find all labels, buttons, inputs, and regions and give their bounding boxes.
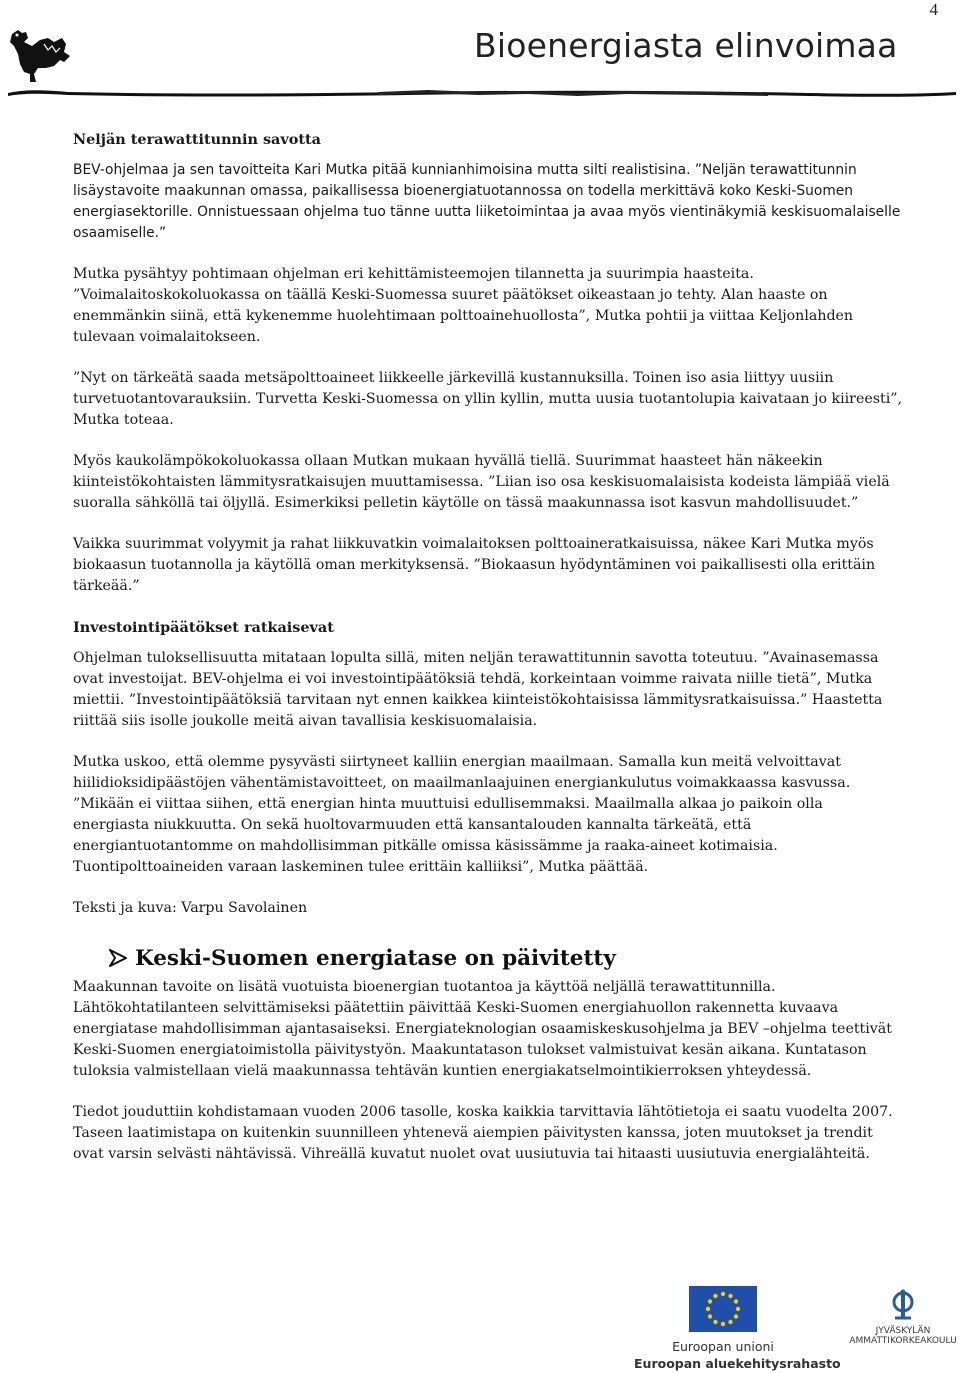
section-heading (73, 947, 903, 969)
article1-paragraph-2: Mutka pysähtyy pohtimaan ohjelman eri kehittämisteemojen tilannetta ja suurimpia haasteita. ”Voimalaitoskokoluokassa on täällä Keski-Suomessa suuret päätökset oikeastaan jo tehty. Alan haaste on enemmänkin siinä, että kykenemme huolehtimaan polttoainehuollosta”, Mutka pohtii ja viittaa Keljonlahden tulevaan voimalaitokseen. (73, 266, 854, 345)
article-content (73, 129, 903, 1185)
capercaillie-bird-icon (4, 24, 74, 86)
article2-paragraph-2: Mutka uskoo, että olemme pysyvästi siirtyneet kalliin energian maailmaan. Samalla kun meitä velvoittavat hiilidioksidipäästöjen vähentämistavoitteet, on maailmanlaajuinen energiankulutus voimakkaassa kasvussa. ”Mikään ei viittaa siihen, että energian hinta muuttuisi edullisemmaksi. Maailmalla alkaa jo paikoin olla energiasta niukkuutta. On sekä huoltovarmuuden että kansantalouden kannalta tärkeätä, että energiantuotantomme on mahdollisimman pitkälle omissa käsissämme ja raaka-aineet kotimaisia. Tuontipolttoaineiden varaan laskeminen tulee erittäin kalliiksi”, Mutka päättää. (73, 754, 851, 875)
page-number: 4 (929, 0, 938, 19)
article1-paragraph-5: Vaikka suurimmat volyymit ja rahat liikkuvatkin voimalaitoksen polttoaineratkaisuissa, näkee Kari Mutka myös biokaasun tuotannolla ja käytöllä oman merkityksensä. ”Biokaasun hyödyntäminen voi paikallisesti olla erittäin tärkeää.” (73, 536, 876, 594)
article1-paragraph-1: BEV-ohjelmaa ja sen tavoitteita Kari Mutka pitää kunnianhimoisina mutta silti realistisina. ”Neljän terawattitunnin lisäystavoite maakunnan omassa, paikallisessa bioenergiatuotannossa on todella merkittävä koko Keski-Suomen energiasektorille. Onnistuessaan ohjelma tuo tänne uutta liiketoimintaa ja avaa myös vientinäkymiä keskisuomalaiselle osaamiselle.” (73, 162, 901, 241)
article1-paragraph-4: Myös kaukolämpökokoluokassa ollaan Mutkan mukaan hyvällä tiellä. Suurimmat haasteet hän näkeekin kiinteistökohtaisten lämmitysratkaisujen muuttamisessa. ”Liian iso osa keskisuomalaisista kodeista lämpiää vielä suoralla sähköllä tai öljyllä. Esimerkiksi pelletin käytölle on tässä maakunnassa isot kasvun mahdollisuudet.” (73, 453, 890, 511)
eu-logo (634, 1286, 841, 1372)
article1-heading: Neljän terawattitunnin savotta (73, 131, 321, 148)
article1-paragraph-3: ”Nyt on tärkeätä saada metsäpolttoaineet liikkeelle järkevillä kustannuksilla. Toinen iso asia liittyy uusiin turvetuotantovarauksiin. Turvetta Keski-Suomessa on yllin kyllin, mutta uusia tuotantolupia kaivataan jo kiireesti”, Mutka toteaa. (73, 370, 903, 428)
article2-heading: Investointipäätökset ratkaisevat (73, 619, 334, 636)
article2-paragraph-1: Ohjelman tuloksellisuutta mitataan lopulta sillä, miten neljän terawattitunnin savotta toteutuu. ”Avainasemassa ovat investoijat. BEV-ohjelma ei voi investointipäätöksiä tehdä, korkeintaan voimme raivata niille tietä”, Mutka miettii. ”Investointipäätöksiä tarvitaan nyt ennen kaikkea kiinteistökohtaisissa lämmitysratkaisuissa.” Haastetta riittää siis isolle joukolle meitä aivan tavallisia keskisuomalaisia. (73, 650, 883, 729)
eu-label: Euroopan unioni (672, 1339, 774, 1354)
section-paragraph-2: Tiedot jouduttiin kohdistamaan vuoden 2006 tasolle, koska kaikkia tarvittavia lähtötietoja ei saatu vuodelta 2007. Taseen laatimistapa on kuitenkin suunnilleen yhtenevä aiempien päivitysten kanssa, joten muutokset ja trendit ovat varsin selvästi nähtävissä. Vihreällä kuvatut nuolet ovat uusiutuvia tai hitaasti uusiutuvia energialähteitä. (73, 1104, 893, 1162)
section-heading-text: Keski-Suomen energiatase on päivitetty (135, 945, 616, 971)
arrow-bullet-icon (107, 947, 129, 969)
jamk-line-2: AMMATTIKORKEAKOULU (849, 1336, 957, 1346)
eu-flag-icon (689, 1286, 757, 1332)
jamk-logo (848, 1288, 958, 1346)
jamk-logo-icon (883, 1288, 923, 1324)
section-paragraph-1: Maakunnan tavoite on lisätä vuotuista bioenergian tuotantoa ja käyttöä neljällä terawattitunnilla. Lähtökohtatilanteen selvittämiseksi päätettiin päivittää Keski-Suomen energiahuollon rakennetta kuvaava energiatase mahdollisimman ajantasaiseksi. Energiateknologian osaamiskeskusohjelma ja BEV –ohjelma teettivät Keski-Suomen energiatoimistolla päivitystyön. Maakuntatason tulokset valmistuivat kesän aikana. Kuntatason tuloksia valmistellaan vielä maakunnassa tehtävän kuntien energiakatselmointikierroksen yhteydessä. (73, 979, 892, 1079)
article-credit: Teksti ja kuva: Varpu Savolainen (73, 900, 308, 916)
erdf-label: Euroopan aluekehitysrahasto (634, 1356, 841, 1371)
header-brush-rule (8, 86, 956, 100)
header-title: Bioenergiasta elinvoimaa (474, 26, 898, 65)
jamk-line-1: JYVÄSKYLÄN (875, 1326, 931, 1336)
